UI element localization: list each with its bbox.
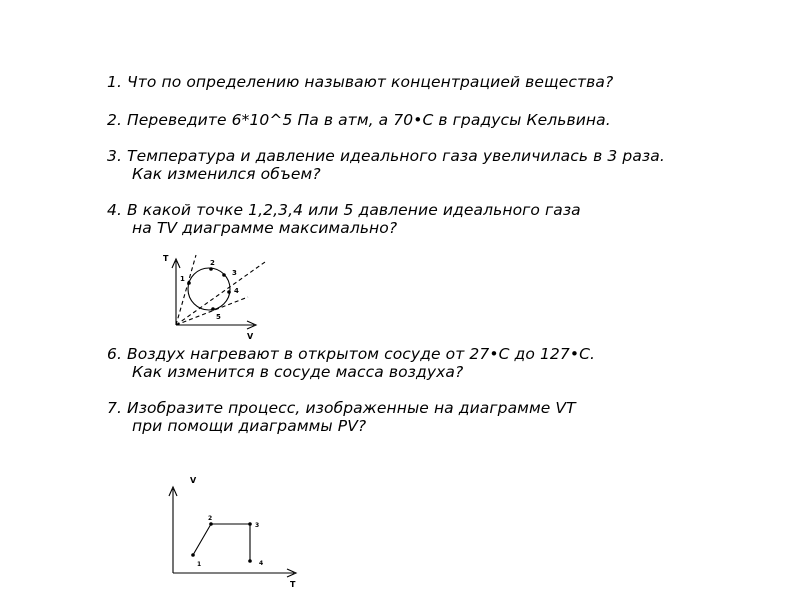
question-7 bbox=[107, 399, 576, 435]
question-6-line-1: 6. Воздух нагревают в открытом сосуде от 27•С до 127•С. bbox=[107, 345, 596, 363]
question-7-line-1: 7. Изобразите процесс, изображенные на диаграмме VT bbox=[107, 399, 576, 417]
tv-dashed-line-3 bbox=[176, 297, 248, 325]
question-1 bbox=[107, 73, 613, 91]
vt-label-point-3: 3 bbox=[255, 522, 260, 529]
vt-axis-v-arrow bbox=[169, 487, 177, 496]
tv-dashed-line-1 bbox=[176, 255, 196, 325]
question-2-line-1: 2. Переведите 6*10^5 Па в атм, а 70•С в градусы Кельвина. bbox=[107, 111, 611, 129]
tv-cycle-circle bbox=[188, 268, 230, 310]
question-7-line-2: при помощи диаграммы PV? bbox=[132, 417, 367, 435]
tv-label-point-1: 1 bbox=[180, 275, 185, 283]
vt-axis-t-label: T bbox=[290, 580, 296, 589]
question-3-line-2: Как изменился объем? bbox=[132, 165, 321, 183]
question-6 bbox=[107, 345, 595, 381]
vt-label-point-4: 4 bbox=[259, 560, 264, 567]
tv-label-point-3: 3 bbox=[232, 269, 237, 277]
tv-dashed-line-2 bbox=[176, 262, 265, 325]
tv-point-3 bbox=[222, 273, 226, 277]
vt-point-4 bbox=[248, 559, 252, 563]
tv-point-2 bbox=[209, 267, 213, 271]
vt-point-1 bbox=[191, 553, 195, 557]
tv-label-point-4: 4 bbox=[234, 287, 239, 295]
question-4 bbox=[107, 201, 581, 237]
tv-axis-t-label: T bbox=[163, 254, 169, 263]
tv-axis-t-arrow bbox=[172, 259, 180, 268]
tv-label-point-5: 5 bbox=[216, 313, 221, 321]
tv-point-5 bbox=[211, 307, 215, 311]
vt-process-path bbox=[193, 524, 250, 561]
question-3-line-1: 3. Температура и давление идеального газа увеличилась в 3 раза. bbox=[107, 147, 665, 165]
question-4-line-1: 4. В какой точке 1,2,3,4 или 5 давление идеального газа bbox=[107, 201, 581, 219]
tv-point-1 bbox=[187, 281, 191, 285]
question-2 bbox=[107, 111, 611, 129]
tv-point-4 bbox=[227, 290, 231, 294]
tv-axis-v-arrow bbox=[247, 321, 256, 329]
tv-axis-v-label: V bbox=[247, 332, 254, 341]
vt-label-point-1: 1 bbox=[197, 561, 202, 568]
vt-axis-v-label: V bbox=[190, 476, 197, 485]
question-4-line-2: на TV диаграмме максимально? bbox=[132, 219, 398, 237]
vt-label-point-2: 2 bbox=[208, 515, 213, 522]
question-3 bbox=[107, 147, 665, 183]
question-1-line-1: 1. Что по определению называют концентрацией вещества? bbox=[107, 73, 614, 91]
vt-point-3 bbox=[248, 522, 252, 526]
tv-label-point-2: 2 bbox=[210, 259, 215, 267]
question-6-line-2: Как изменится в сосуде масса воздуха? bbox=[132, 363, 464, 381]
vt-point-2 bbox=[209, 522, 213, 526]
vt-axis-t-arrow bbox=[287, 569, 296, 577]
